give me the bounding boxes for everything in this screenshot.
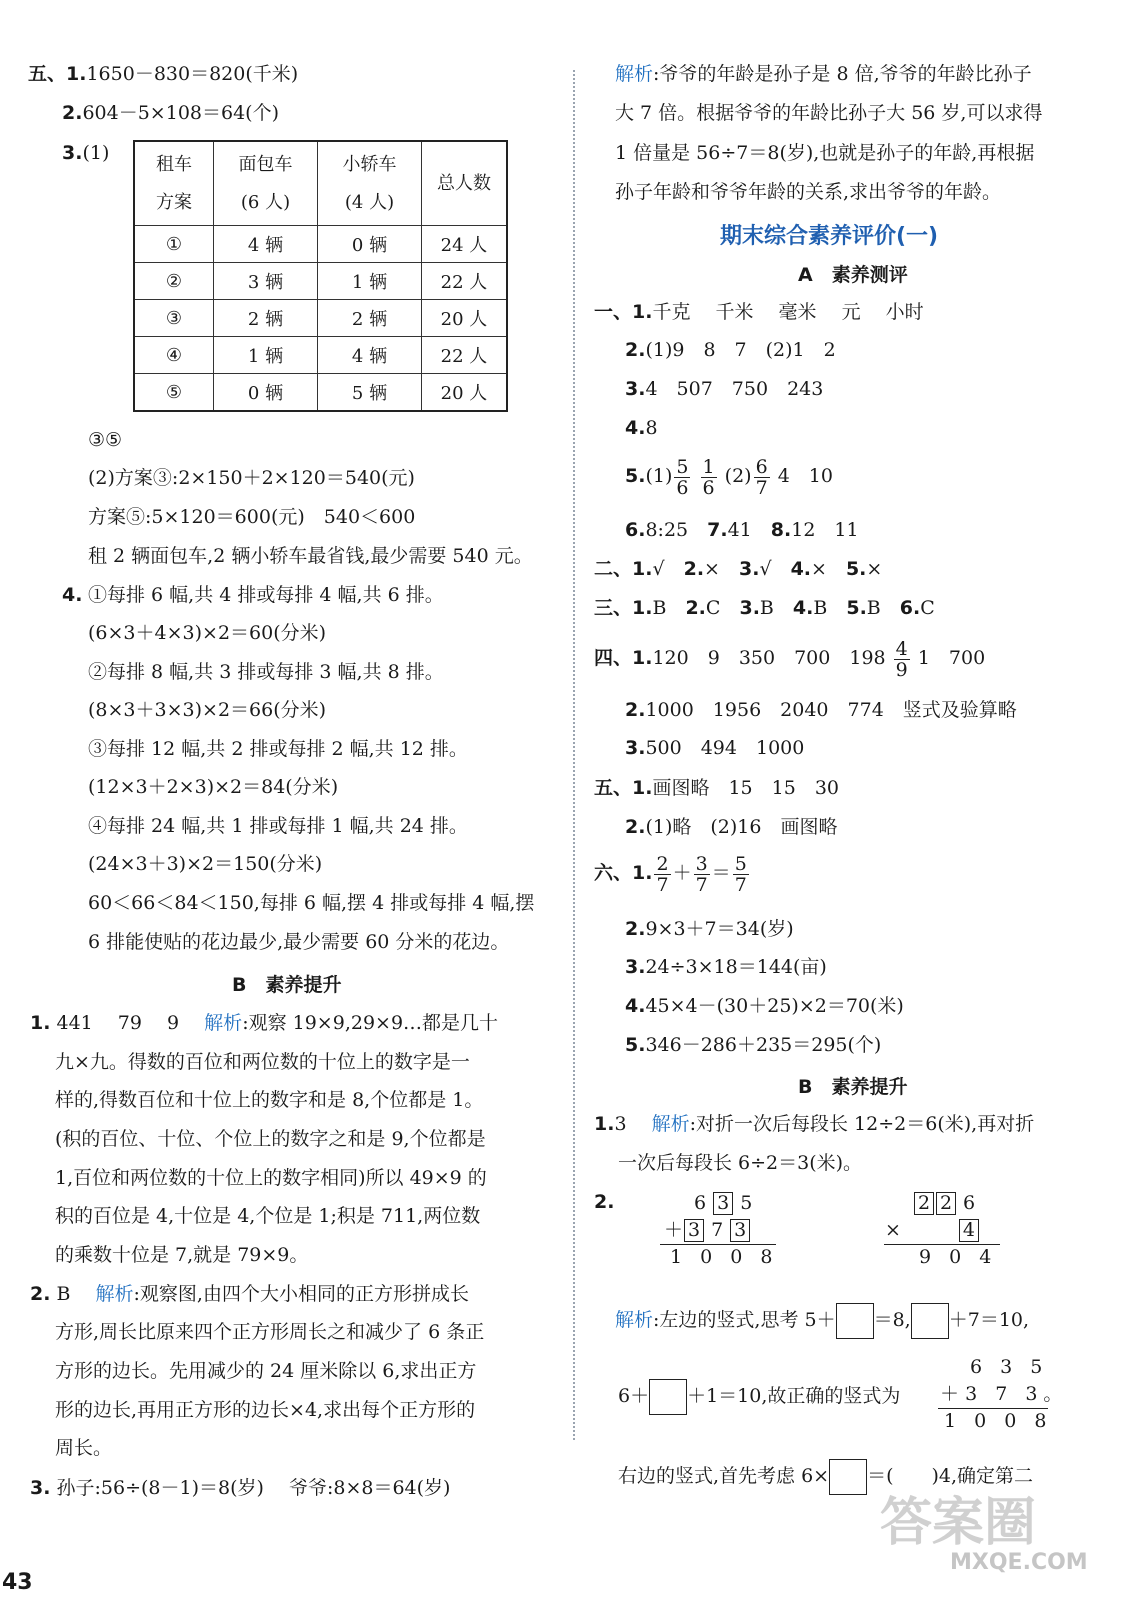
wu-q3-label: 3.(1) bbox=[62, 142, 110, 164]
table-cell: 20 人 bbox=[422, 300, 508, 337]
table-cell: 20 人 bbox=[422, 374, 508, 412]
b1-line: 的乘数十位是 7,就是 79×9。 bbox=[55, 1244, 309, 1266]
table-cell: ⑤ bbox=[134, 374, 214, 412]
q4-line: ②每排 8 幅,共 3 排或每排 3 幅,共 8 排。 bbox=[88, 661, 444, 683]
fraction: $\frac{5}{7}$ bbox=[734, 852, 747, 896]
table-cell: ② bbox=[134, 263, 214, 300]
b1-line: 1,百位和两位数的十位上的数字相同)所以 49×9 的 bbox=[55, 1167, 487, 1189]
table-cell: 1 辆 bbox=[214, 337, 318, 374]
liu-q3: 3.24÷3×18＝144(亩) bbox=[625, 956, 827, 978]
table-row bbox=[134, 226, 507, 263]
blank-box bbox=[911, 1303, 949, 1339]
watermark-logo: 答案圈 bbox=[880, 1493, 1037, 1553]
table-row bbox=[134, 337, 507, 374]
fraction: $\frac{2}{7}$ bbox=[656, 852, 669, 896]
q3-part2-line: (2)方案③:2×150＋2×120＝540(元) bbox=[88, 467, 415, 489]
table-cell: 0 辆 bbox=[318, 226, 422, 263]
yi-q1: 一、1.千克 千米 毫米 元 小时 bbox=[594, 301, 924, 323]
table-cell: 2 辆 bbox=[214, 300, 318, 337]
section-a-title: A 素养测评 bbox=[798, 264, 908, 286]
fraction: $\frac{1}{6}$ bbox=[702, 455, 715, 499]
section-wu-q1: 五、1.1650－830＝820(千米) bbox=[28, 63, 299, 85]
q4-line: 6 排能使贴的花边最少,最少需要 60 分米的花边。 bbox=[88, 931, 510, 953]
yi-q5: 5.(1) $\frac{5}{6}$ $\frac{1}{6}$ (2) $\frac{6}{7}$ 4 10 bbox=[625, 455, 833, 499]
vertical-multiplication: 2 2 6 × 4 9 0 4 bbox=[885, 1192, 998, 1268]
fraction: $\frac{4}{9}$ bbox=[895, 637, 908, 681]
er-answers: 二、1.√ 2.× 3.√ 4.× 5.× bbox=[594, 558, 883, 580]
page-number: 43 bbox=[2, 1570, 33, 1595]
answer-box: 3 bbox=[730, 1219, 750, 1242]
table-header-row bbox=[134, 141, 507, 226]
q3-answer: ③⑤ bbox=[88, 429, 123, 451]
q4-line: (12×3＋2×3)×2＝84(分米) bbox=[88, 776, 339, 798]
b1-line: 1. 441 79 9 解析:观察 19×9,29×9…都是几十 bbox=[30, 1012, 499, 1034]
table-cell: 24 人 bbox=[422, 226, 508, 263]
grandpa-explanation-line: 孙子年龄和爷爷年龄的关系,求出爷爷的年龄。 bbox=[615, 181, 1002, 203]
liu-q1: 六、1. $\frac{2}{7}$ ＋ $\frac{3}{7}$ ＝ $\frac{5}{7}$ bbox=[594, 852, 747, 896]
wu-right-q2: 2.(1)略 (2)16 画图略 bbox=[625, 816, 838, 838]
calc-line bbox=[938, 1408, 1048, 1409]
page-title: 期末综合素养评价(一) bbox=[720, 224, 939, 249]
si-q3: 3.500 494 1000 bbox=[625, 737, 805, 759]
calc-line bbox=[884, 1244, 1000, 1245]
rb2-explanation: 6＋ ＋1＝10,故正确的竖式为 bbox=[618, 1376, 900, 1416]
q4-line: ③每排 12 幅,共 2 排或每排 2 幅,共 12 排。 bbox=[88, 738, 468, 760]
rb2-explanation: 右边的竖式,首先考虑 6× ＝( )4,确定第二 bbox=[618, 1456, 1033, 1496]
b1-line: 样的,得数百位和十位上的数字和是 8,个位都是 1。 bbox=[55, 1089, 484, 1111]
q3-part2-line: 租 2 辆面包车,2 辆小轿车最省钱,最少需要 540 元。 bbox=[88, 545, 533, 567]
table-cell: 22 人 bbox=[422, 337, 508, 374]
yi-q4: 4.8 bbox=[625, 417, 658, 439]
answer-box: 4 bbox=[959, 1219, 979, 1242]
table-cell: ③ bbox=[134, 300, 214, 337]
answer-box: 3 bbox=[713, 1192, 733, 1215]
blank-box bbox=[649, 1379, 687, 1415]
answer-box: 3 bbox=[684, 1219, 704, 1242]
table-cell: 22 人 bbox=[422, 263, 508, 300]
si-q1: 四、1.120 9 350 700 198 $\frac{4}{9}$ 1 700 bbox=[594, 637, 986, 681]
table-row bbox=[134, 263, 507, 300]
calc-line bbox=[660, 1244, 776, 1245]
b2-line: 形的边长,再用正方形的边长×4,求出每个正方形的 bbox=[55, 1399, 476, 1421]
rb1-line: 一次后每段长 6÷2＝3(米)。 bbox=[618, 1152, 863, 1174]
q4-line: (24×3＋3)×2＝150(分米) bbox=[88, 853, 323, 875]
b2-line: 周长。 bbox=[55, 1437, 113, 1459]
si-q2: 2.1000 1956 2040 774 竖式及验算略 bbox=[625, 699, 1017, 721]
fraction: $\frac{3}{7}$ bbox=[695, 852, 708, 896]
table-header-cell: 小轿车 (4 人) bbox=[318, 141, 422, 226]
section-b-title: B 素养提升 bbox=[232, 974, 342, 996]
grandpa-explanation-line: 解析:爷爷的年龄是孙子是 8 倍,爷爷的年龄比孙子 bbox=[615, 63, 1032, 85]
table-cell: 2 辆 bbox=[318, 300, 422, 337]
q3-part2-line: 方案⑤:5×120＝600(元) 540＜600 bbox=[88, 506, 416, 528]
answer-box: 2 bbox=[914, 1192, 934, 1215]
table-cell: ④ bbox=[134, 337, 214, 374]
b2-line: 2. B 解析:观察图,由四个大小相同的正方形拼成长 bbox=[30, 1283, 469, 1305]
yi-q3: 3.4 507 750 243 bbox=[625, 378, 824, 400]
table-header-cell: 总人数 bbox=[422, 141, 508, 226]
grandpa-explanation-line: 1 倍量是 56÷7＝8(岁),也就是孙子的年龄,再根据 bbox=[615, 142, 1035, 164]
rb1-line: 1.3 解析:对折一次后每段长 12÷2＝6(米),再对折 bbox=[594, 1113, 1035, 1135]
vertical-addition: 6 3 5 ＋ 3 7 3 1 0 0 8 bbox=[664, 1192, 779, 1268]
blank-box bbox=[836, 1303, 874, 1339]
table-cell: 4 辆 bbox=[318, 337, 422, 374]
q4-line: ①每排 6 幅,共 4 排或每排 4 幅,共 6 排。 bbox=[88, 584, 444, 606]
watermark-url: MXQE.COM bbox=[950, 1550, 1088, 1575]
blank-box bbox=[829, 1459, 867, 1495]
table-cell: 4 辆 bbox=[214, 226, 318, 263]
q4-line: (6×3＋4×3)×2＝60(分米) bbox=[88, 622, 327, 644]
q4-number: 4. bbox=[62, 584, 83, 606]
yi-q2: 2.(1)9 8 7 (2)1 2 bbox=[625, 339, 836, 361]
table-row bbox=[134, 374, 507, 412]
table-cell: 0 辆 bbox=[214, 374, 318, 412]
wu-right-q1: 五、1.画图略 15 15 30 bbox=[594, 777, 839, 799]
q4-line: ④每排 24 幅,共 1 排或每排 1 幅,共 24 排。 bbox=[88, 815, 468, 837]
rb2-explanation: 解析:左边的竖式,思考 5＋ ＝8, ＋7＝10, bbox=[615, 1300, 1029, 1340]
vertical-addition-result: 6 3 5 ＋ 3 7 3。 1 0 0 8 bbox=[940, 1356, 1063, 1432]
table-header-cell: 租车 方案 bbox=[134, 141, 214, 226]
q4-line: (8×3＋3×3)×2＝66(分米) bbox=[88, 699, 327, 721]
fraction: $\frac{6}{7}$ bbox=[755, 455, 768, 499]
section-b-title-right: B 素养提升 bbox=[798, 1076, 908, 1098]
b2-line: 方形,周长比原来四个正方形周长之和减少了 6 条正 bbox=[55, 1321, 485, 1343]
yi-q6-8: 6.8:25 7.41 8.12 11 bbox=[625, 519, 859, 541]
grandpa-explanation-line: 大 7 倍。根据爷爷的年龄比孙子大 56 岁,可以求得 bbox=[615, 102, 1043, 124]
liu-q4: 4.45×4－(30＋25)×2＝70(米) bbox=[625, 995, 904, 1017]
answer-box: 2 bbox=[936, 1192, 956, 1215]
table-cell: 1 辆 bbox=[318, 263, 422, 300]
b2-line: 方形的边长。先用减少的 24 厘米除以 6,求出正方 bbox=[55, 1360, 477, 1382]
fraction: $\frac{5}{6}$ bbox=[676, 455, 689, 499]
liu-q2: 2.9×3＋7＝34(岁) bbox=[625, 918, 794, 940]
table-row bbox=[134, 300, 507, 337]
rental-plan-table bbox=[133, 140, 508, 412]
table-cell: 5 辆 bbox=[318, 374, 422, 412]
liu-q5: 5.346－286＋235＝295(个) bbox=[625, 1034, 882, 1056]
san-answers: 三、1.B 2.C 3.B 4.B 5.B 6.C bbox=[594, 597, 935, 619]
column-divider bbox=[573, 70, 575, 1440]
b1-line: 九×九。得数的百位和两位数的十位上的数字是一 bbox=[55, 1051, 470, 1073]
q4-line: 60＜66＜84＜150,每排 6 幅,摆 4 排或每排 4 幅,摆 bbox=[88, 892, 535, 914]
rb2-number: 2. bbox=[594, 1191, 615, 1213]
b1-line: 积的百位是 4,十位是 4,个位是 1;积是 711,两位数 bbox=[55, 1205, 481, 1227]
table-cell: ① bbox=[134, 226, 214, 263]
b3-line: 3. 孙子:56÷(8－1)＝8(岁) 爷爷:8×8＝64(岁) bbox=[30, 1477, 451, 1499]
table-header-cell: 面包车 (6 人) bbox=[214, 141, 318, 226]
wu-q2: 2.604－5×108＝64(个) bbox=[62, 102, 279, 124]
b1-line: (积的百位、十位、个位上的数字之和是 9,个位都是 bbox=[55, 1128, 486, 1150]
table-cell: 3 辆 bbox=[214, 263, 318, 300]
